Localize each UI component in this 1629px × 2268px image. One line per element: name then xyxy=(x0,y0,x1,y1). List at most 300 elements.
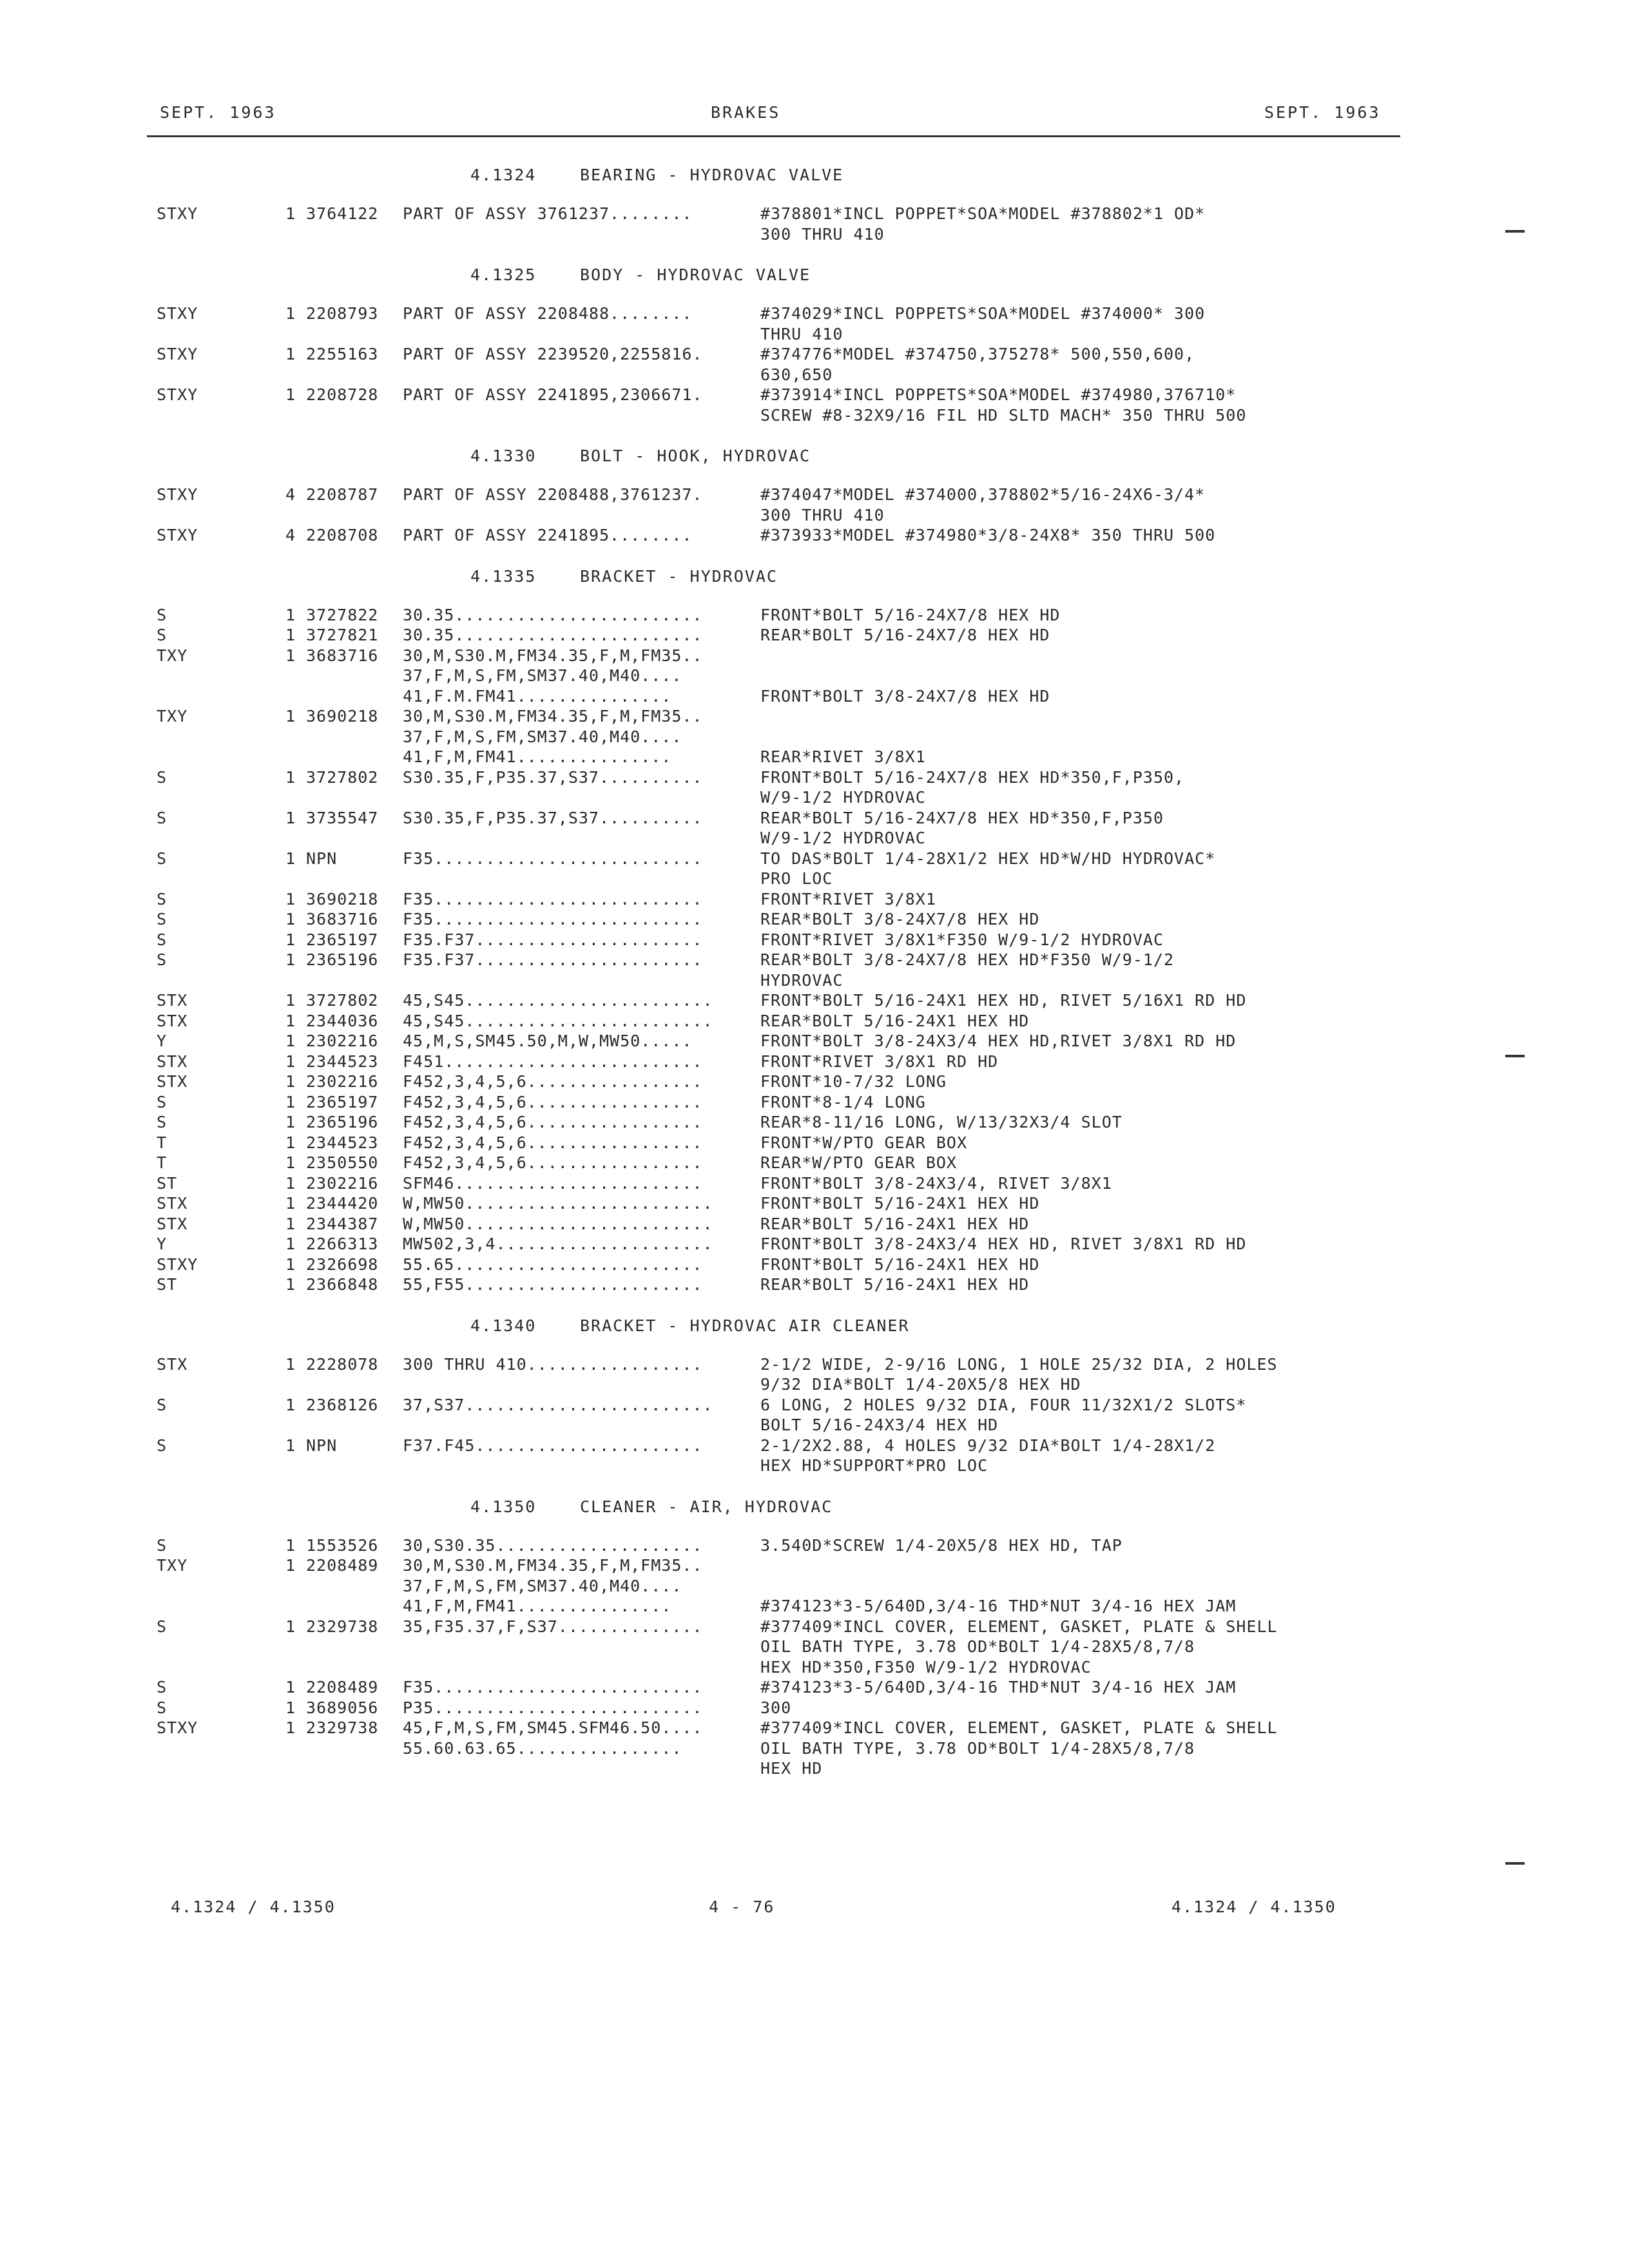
table-row xyxy=(157,1436,1413,1456)
quantity: 1 xyxy=(285,1052,296,1071)
table-row xyxy=(157,605,1413,626)
part-number xyxy=(306,787,403,808)
description: OIL BATH TYPE, 3.78 OD*BOLT 1/4-28X5/8,7/8 xyxy=(760,1637,1195,1656)
usage-code: S xyxy=(157,930,168,949)
table-row xyxy=(157,1596,1413,1617)
usage-code: S xyxy=(157,950,168,969)
part-number: 2344523 xyxy=(306,1133,379,1152)
section-4-1350 xyxy=(157,1494,1413,1779)
description: FRONT*BOLT 3/8-24X3/4, RIVET 3/8X1 xyxy=(760,1173,1112,1193)
table-row xyxy=(157,1456,1413,1476)
model-application: S30.35,F,P35.37,S37.......... xyxy=(403,808,703,827)
table-row xyxy=(157,747,1413,767)
description: #374123*3-5/640D,3/4-16 THD*NUT 3/4-16 HEX JAM xyxy=(760,1597,1237,1615)
section-title xyxy=(157,1494,1413,1535)
section-heading: BOLT - HOOK, HYDROVAC xyxy=(580,447,811,465)
model-application: 30,M,S30.M,FM34.35,F,M,FM35.. xyxy=(403,646,703,665)
part-number xyxy=(306,1374,403,1395)
model-application xyxy=(403,1657,760,1678)
usage-code: STXY xyxy=(157,345,198,363)
quantity: 1 xyxy=(285,1133,296,1152)
model-application: SFM46........................ xyxy=(403,1173,703,1193)
table-row xyxy=(157,808,1413,829)
table-row xyxy=(157,1395,1413,1416)
description: REAR*BOLT 5/16-24X1 HEX HD xyxy=(760,1011,1030,1030)
part-number: 2302216 xyxy=(306,1072,379,1091)
quantity: 1 xyxy=(285,204,296,223)
description xyxy=(760,646,1413,666)
quantity: 1 xyxy=(285,707,296,726)
quantity: 1 xyxy=(285,1214,296,1233)
part-number: 2326698 xyxy=(306,1254,379,1274)
description: FRONT*RIVET 3/8X1 RD HD xyxy=(760,1052,999,1071)
quantity xyxy=(285,787,306,808)
usage-code: S xyxy=(157,1113,168,1131)
section-spacer xyxy=(157,425,1413,443)
part-number: 2344420 xyxy=(306,1194,379,1213)
description: 2-1/2X2.88, 4 HOLES 9/32 DIA*BOLT 1/4-28X1/2 xyxy=(760,1436,1216,1455)
quantity: 1 xyxy=(285,1354,296,1374)
model-application: 41,F,M,FM41............... xyxy=(403,747,672,766)
usage-code xyxy=(157,869,285,889)
part-number: 2302216 xyxy=(306,1173,379,1193)
table-row xyxy=(157,1112,1413,1133)
part-number: 2208489 xyxy=(306,1678,379,1696)
model-application: 37,F,M,S,FM,SM37.40,M40.... xyxy=(403,1576,682,1595)
footer-left: 4.1324 / 4.1350 xyxy=(171,1898,336,1916)
quantity xyxy=(285,365,306,385)
model-application: 45,S45........................ xyxy=(403,991,713,1010)
part-number: 2208728 xyxy=(306,385,379,404)
model-application xyxy=(403,1637,760,1657)
part-number: 2266313 xyxy=(306,1235,379,1253)
table-row xyxy=(157,1657,1413,1678)
quantity xyxy=(285,505,306,526)
section-spacer xyxy=(157,1476,1413,1494)
description: TO DAS*BOLT 1/4-28X1/2 HEX HD*W/HD HYDROVAC* xyxy=(760,849,1216,868)
header-right: SEPT. 1963 xyxy=(1264,103,1381,122)
usage-code: STXY xyxy=(157,1718,198,1737)
model-application xyxy=(403,1415,760,1436)
quantity: 4 xyxy=(285,485,296,504)
usage-code: S xyxy=(157,910,168,928)
usage-code: ST xyxy=(157,1173,178,1193)
model-application: 37,F,M,S,FM,SM37.40,M40.... xyxy=(403,666,682,685)
section-title xyxy=(157,1313,1413,1354)
usage-code xyxy=(157,405,285,426)
usage-code: S xyxy=(157,767,168,787)
table-row xyxy=(157,666,1413,686)
table-row xyxy=(157,625,1413,646)
model-application: PART OF ASSY 2241895........ xyxy=(403,526,693,544)
usage-code: S xyxy=(157,849,168,868)
model-application: F35.......................... xyxy=(403,910,703,928)
description: REAR*BOLT 5/16-24X7/8 HEX HD*350,F,P350 xyxy=(760,808,1164,827)
table-row xyxy=(157,706,1413,727)
model-application xyxy=(403,324,760,345)
description: #374029*INCL POPPETS*SOA*MODEL #374000* 300 xyxy=(760,304,1206,323)
part-number xyxy=(306,1596,403,1617)
table-row xyxy=(157,909,1413,930)
model-application: F35.......................... xyxy=(403,1678,703,1696)
quantity: 1 xyxy=(285,345,296,363)
table-row xyxy=(157,1214,1413,1235)
description: #378801*INCL POPPET*SOA*MODEL #378802*1 OD* xyxy=(760,204,1206,223)
quantity xyxy=(285,1596,306,1617)
header-center: BRAKES xyxy=(711,103,781,122)
part-number: 3683716 xyxy=(306,646,379,665)
part-number: 3690218 xyxy=(306,889,379,908)
model-application xyxy=(403,1758,760,1779)
usage-code: S xyxy=(157,808,168,827)
description: FRONT*RIVET 3/8X1*F350 W/9-1/2 HYDROVAC xyxy=(760,930,1164,949)
section-number: 4.1350 xyxy=(470,1497,537,1516)
part-number: 2302216 xyxy=(306,1032,379,1050)
part-number xyxy=(306,869,403,889)
description: HYDROVAC xyxy=(760,970,843,990)
model-application: 55,F55....................... xyxy=(403,1275,703,1294)
quantity: 1 xyxy=(285,626,296,644)
usage-code xyxy=(157,224,285,245)
model-application: F452,3,4,5,6................. xyxy=(403,1092,703,1111)
table-row xyxy=(157,204,1413,224)
table-row xyxy=(157,1193,1413,1214)
margin-mark xyxy=(1505,1862,1525,1865)
usage-code: S xyxy=(157,1698,168,1717)
usage-code: T xyxy=(157,1133,168,1152)
section-number: 4.1330 xyxy=(470,447,537,465)
quantity: 1 xyxy=(285,1436,296,1455)
table-row xyxy=(157,1234,1413,1254)
usage-code: STXY xyxy=(157,385,198,404)
table-row xyxy=(157,930,1413,950)
table-row xyxy=(157,1718,1413,1738)
description: REAR*BOLT 3/8-24X7/8 HEX HD*F350 W/9-1/2 xyxy=(760,950,1175,969)
model-application: 55.65........................ xyxy=(403,1254,703,1274)
description xyxy=(760,727,1413,747)
part-number xyxy=(306,686,403,707)
description: FRONT*BOLT 5/16-24X1 HEX HD xyxy=(760,1194,1040,1213)
model-application: 30,M,S30.M,FM34.35,F,M,FM35.. xyxy=(403,1556,703,1575)
table-row xyxy=(157,303,1413,324)
usage-code xyxy=(157,787,285,808)
model-application: 30,S30.35.................... xyxy=(403,1535,703,1555)
quantity: 1 xyxy=(285,1032,296,1050)
quantity: 1 xyxy=(285,1698,296,1717)
description: REAR*BOLT 5/16-24X1 HEX HD xyxy=(760,1275,1030,1294)
usage-code: S xyxy=(157,626,168,644)
section-number: 4.1325 xyxy=(470,265,537,284)
description: 2-1/2 WIDE, 2-9/16 LONG, 1 HOLE 25/32 DIA, 2 HOLES xyxy=(760,1354,1278,1374)
description: REAR*BOLT 5/16-24X1 HEX HD xyxy=(760,1214,1030,1233)
part-number xyxy=(306,405,403,426)
description: REAR*BOLT 3/8-24X7/8 HEX HD xyxy=(760,910,1040,928)
description: FRONT*10-7/32 LONG xyxy=(760,1072,947,1091)
usage-code: STXY xyxy=(157,1254,198,1274)
table-row xyxy=(157,787,1413,808)
model-application xyxy=(403,869,760,889)
margin-mark xyxy=(1505,1055,1525,1057)
usage-code xyxy=(157,970,285,991)
usage-code: TXY xyxy=(157,646,188,665)
quantity xyxy=(285,1758,306,1779)
table-row xyxy=(157,1677,1413,1698)
quantity: 1 xyxy=(285,1194,296,1213)
table-row xyxy=(157,1374,1413,1395)
section-spacer xyxy=(157,546,1413,564)
quantity xyxy=(285,1456,306,1476)
section-heading: BRACKET - HYDROVAC xyxy=(580,566,778,586)
quantity xyxy=(285,666,306,686)
model-application xyxy=(403,787,760,808)
section-title xyxy=(157,162,1413,204)
description xyxy=(760,706,1413,727)
part-number: 2208708 xyxy=(306,526,379,544)
table-row xyxy=(157,224,1413,245)
model-application: PART OF ASSY 2208488........ xyxy=(403,304,693,323)
model-application: 37,S37........................ xyxy=(403,1395,713,1414)
description: FRONT*BOLT 5/16-24X1 HEX HD, RIVET 5/16X1 RD HD xyxy=(760,991,1247,1010)
table-row xyxy=(157,1092,1413,1113)
section-number: 4.1335 xyxy=(470,566,537,586)
part-number xyxy=(306,666,403,686)
usage-code: STX xyxy=(157,1214,188,1233)
usage-code xyxy=(157,1758,285,1779)
table-row xyxy=(157,869,1413,889)
parts-list xyxy=(157,162,1413,1779)
section-4-1324 xyxy=(157,162,1413,244)
part-number xyxy=(306,224,403,245)
model-application: F452,3,4,5,6................. xyxy=(403,1133,703,1152)
usage-code: S xyxy=(157,1535,168,1555)
part-number: NPN xyxy=(306,1436,338,1455)
model-application: F35.......................... xyxy=(403,889,703,908)
table-row xyxy=(157,1274,1413,1295)
model-application: F35.F37...................... xyxy=(403,930,703,949)
section-heading: BEARING - HYDROVAC VALVE xyxy=(580,166,844,184)
part-number: 2365197 xyxy=(306,1092,379,1111)
quantity: 1 xyxy=(285,889,296,908)
usage-code: STX xyxy=(157,1011,188,1030)
quantity: 1 xyxy=(285,1153,296,1172)
quantity: 1 xyxy=(285,991,296,1010)
quantity: 1 xyxy=(285,304,296,323)
model-application: 37,F,M,S,FM,SM37.40,M40.... xyxy=(403,727,682,746)
table-row xyxy=(157,950,1413,970)
description: #373933*MODEL #374980*3/8-24X8* 350 THRU 500 xyxy=(760,526,1216,544)
table-row xyxy=(157,727,1413,747)
description: FRONT*W/PTO GEAR BOX xyxy=(760,1133,968,1152)
quantity: 1 xyxy=(285,1617,296,1636)
model-application: 35,F35.37,F,S37.............. xyxy=(403,1617,703,1636)
section-4-1340 xyxy=(157,1313,1413,1476)
usage-code: S xyxy=(157,1092,168,1111)
part-number xyxy=(306,1637,403,1657)
part-number: 2255163 xyxy=(306,345,379,363)
description: SCREW #8-32X9/16 FIL HD SLTD MACH* 350 THRU 500 xyxy=(760,405,1247,425)
part-number xyxy=(306,727,403,747)
model-application: PART OF ASSY 3761237........ xyxy=(403,204,693,223)
model-application xyxy=(403,405,760,426)
table-row xyxy=(157,1354,1413,1375)
description: 300 THRU 410 xyxy=(760,224,885,244)
model-application: 45,F,M,S,FM,SM45.SFM46.50.... xyxy=(403,1718,703,1737)
section-4-1335 xyxy=(157,564,1413,1295)
part-number: 3764122 xyxy=(306,204,379,223)
usage-code xyxy=(157,1596,285,1617)
model-application: PART OF ASSY 2241895,2306671. xyxy=(403,385,703,404)
quantity: 1 xyxy=(285,1173,296,1193)
model-application: 41,F,M,FM41............... xyxy=(403,1597,672,1615)
table-row xyxy=(157,1738,1413,1759)
part-number: 2368126 xyxy=(306,1395,379,1414)
usage-code xyxy=(157,1657,285,1678)
margin-mark xyxy=(1505,230,1525,233)
part-number xyxy=(306,1758,403,1779)
description: HEX HD*SUPPORT*PRO LOC xyxy=(760,1456,988,1475)
description: W/9-1/2 HYDROVAC xyxy=(760,788,926,807)
description: 300 THRU 410 xyxy=(760,505,885,524)
model-application xyxy=(403,365,760,385)
quantity: 1 xyxy=(285,1678,296,1696)
description xyxy=(760,666,1413,686)
description: W/9-1/2 HYDROVAC xyxy=(760,829,926,847)
table-row xyxy=(157,1758,1413,1779)
description: BOLT 5/16-24X3/4 HEX HD xyxy=(760,1416,999,1434)
part-number xyxy=(306,1415,403,1436)
description xyxy=(760,1576,1413,1597)
table-row xyxy=(157,385,1413,405)
quantity: 1 xyxy=(285,1395,296,1414)
usage-code xyxy=(157,1415,285,1436)
part-number: 1553526 xyxy=(306,1535,379,1555)
table-row xyxy=(157,646,1413,666)
section-title xyxy=(157,443,1413,485)
table-row xyxy=(157,767,1413,788)
section-title xyxy=(157,262,1413,303)
usage-code: STX xyxy=(157,1072,188,1091)
quantity: 1 xyxy=(285,910,296,928)
table-row xyxy=(157,1535,1413,1556)
section-spacer xyxy=(157,244,1413,262)
usage-code: STX xyxy=(157,1194,188,1213)
header-rule xyxy=(147,135,1400,137)
quantity xyxy=(285,1374,306,1395)
part-number: 2344036 xyxy=(306,1011,379,1030)
model-application: P35.......................... xyxy=(403,1698,703,1717)
model-application: F37.F45...................... xyxy=(403,1436,703,1455)
quantity: 1 xyxy=(285,1235,296,1253)
description xyxy=(760,1555,1413,1576)
table-row xyxy=(157,365,1413,385)
quantity: 1 xyxy=(285,646,296,665)
model-application: PART OF ASSY 2239520,2255816. xyxy=(403,345,703,363)
section-number: 4.1340 xyxy=(470,1316,537,1335)
quantity: 1 xyxy=(285,1275,296,1294)
description: OIL BATH TYPE, 3.78 OD*BOLT 1/4-28X5/8,7/8 xyxy=(760,1738,1195,1758)
section-4-1325 xyxy=(157,262,1413,425)
part-number: 3727802 xyxy=(306,767,379,787)
part-number xyxy=(306,505,403,526)
description: #374123*3-5/640D,3/4-16 THD*NUT 3/4-16 HEX JAM xyxy=(760,1678,1237,1696)
part-number xyxy=(306,1576,403,1597)
quantity: 1 xyxy=(285,930,296,949)
table-row xyxy=(157,970,1413,991)
model-application: W,MW50........................ xyxy=(403,1194,713,1213)
section-number: 4.1324 xyxy=(470,166,537,184)
quantity xyxy=(285,405,306,426)
description: REAR*RIVET 3/8X1 xyxy=(760,747,926,766)
quantity: 4 xyxy=(285,526,296,544)
quantity xyxy=(285,828,306,849)
description: 9/32 DIA*BOLT 1/4-20X5/8 HEX HD xyxy=(760,1375,1081,1394)
section-spacer xyxy=(157,1295,1413,1313)
section-heading: BODY - HYDROVAC VALVE xyxy=(580,265,811,284)
usage-code: STX xyxy=(157,1052,188,1071)
model-application xyxy=(403,1374,760,1395)
part-number xyxy=(306,970,403,991)
part-number: 3689056 xyxy=(306,1698,379,1717)
description: #377409*INCL COVER, ELEMENT, GASKET, PLATE & SHELL xyxy=(760,1617,1278,1636)
table-row xyxy=(157,1031,1413,1052)
quantity xyxy=(285,1637,306,1657)
quantity: 1 xyxy=(285,1113,296,1131)
description: FRONT*BOLT 5/16-24X7/8 HEX HD*350,F,P350, xyxy=(760,767,1185,787)
usage-code xyxy=(157,727,285,747)
part-number xyxy=(306,1456,403,1476)
quantity: 1 xyxy=(285,1556,296,1575)
part-number xyxy=(306,1657,403,1678)
table-row xyxy=(157,525,1413,546)
table-row xyxy=(157,828,1413,849)
quantity: 1 xyxy=(285,767,296,787)
model-application: 45,S45........................ xyxy=(403,1011,713,1030)
usage-code: S xyxy=(157,889,168,908)
description: REAR*W/PTO GEAR BOX xyxy=(760,1153,957,1172)
quantity: 1 xyxy=(285,849,296,868)
model-application: PART OF ASSY 2208488,3761237. xyxy=(403,485,703,504)
part-number: 3727802 xyxy=(306,991,379,1010)
table-row xyxy=(157,1576,1413,1597)
model-application: F452,3,4,5,6................. xyxy=(403,1153,703,1172)
table-row xyxy=(157,485,1413,505)
description: REAR*BOLT 5/16-24X7/8 HEX HD xyxy=(760,626,1050,644)
description: #377409*INCL COVER, ELEMENT, GASKET, PLATE & SHELL xyxy=(760,1718,1278,1737)
part-number xyxy=(306,828,403,849)
table-row xyxy=(157,1072,1413,1092)
usage-code: STXY xyxy=(157,204,198,223)
usage-code xyxy=(157,1456,285,1476)
model-application: 30.35........................ xyxy=(403,605,703,624)
model-application xyxy=(403,1456,760,1476)
table-row xyxy=(157,1415,1413,1436)
table-row xyxy=(157,1555,1413,1576)
quantity xyxy=(285,970,306,991)
usage-code: S xyxy=(157,605,168,624)
quantity: 1 xyxy=(285,808,296,827)
usage-code: STXY xyxy=(157,304,198,323)
quantity: 1 xyxy=(285,1011,296,1030)
table-row xyxy=(157,1698,1413,1718)
usage-code: T xyxy=(157,1153,168,1172)
model-application xyxy=(403,505,760,526)
model-application: F452,3,4,5,6................. xyxy=(403,1072,703,1091)
description: #374776*MODEL #374750,375278* 500,550,600, xyxy=(760,345,1195,363)
part-number: 2208489 xyxy=(306,1556,379,1575)
part-number: 2228078 xyxy=(306,1354,379,1374)
description: 6 LONG, 2 HOLES 9/32 DIA, FOUR 11/32X1/2 SLOTS* xyxy=(760,1395,1247,1414)
table-row xyxy=(157,1617,1413,1637)
